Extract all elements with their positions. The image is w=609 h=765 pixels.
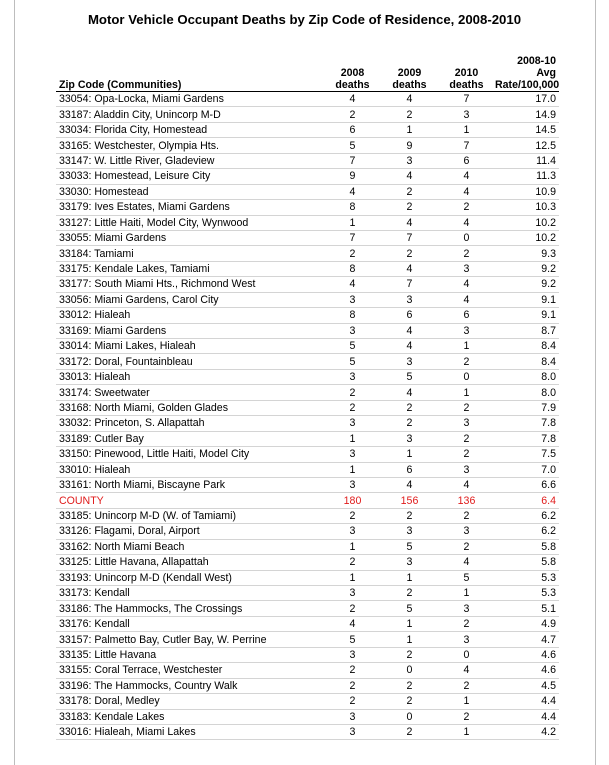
table-row — [56, 647, 559, 662]
cell-avg-rate: 10.3 — [495, 200, 559, 215]
cell-avg-rate: 10.2 — [495, 215, 559, 230]
cell-avg-rate: 5.8 — [495, 539, 559, 554]
column-header-line1: 2008-10 Avg — [517, 55, 556, 79]
cell-zip-community: 33135: Little Havana — [56, 647, 324, 662]
cell-avg-rate: 14.9 — [495, 107, 559, 122]
cell-deaths-2008: 2 — [324, 107, 381, 122]
cell-deaths-2010: 4 — [438, 169, 495, 184]
cell-avg-rate: 4.6 — [495, 663, 559, 678]
cell-deaths-2009: 4 — [381, 477, 438, 492]
page-title: Motor Vehicle Occupant Deaths by Zip Code of Residence, 2008-2010 — [87, 12, 522, 27]
cell-deaths-2009: 4 — [381, 215, 438, 230]
cell-deaths-2009: 1 — [381, 447, 438, 462]
cell-avg-rate: 8.0 — [495, 385, 559, 400]
cell-zip-community: 33054: Opa-Locka, Miami Gardens — [56, 92, 324, 107]
table-row — [56, 601, 559, 616]
cell-zip-community: 33030: Homestead — [56, 184, 324, 199]
cell-avg-rate: 4.4 — [495, 709, 559, 724]
table-header — [56, 55, 559, 92]
cell-deaths-2010: 3 — [438, 107, 495, 122]
cell-deaths-2009: 9 — [381, 138, 438, 153]
cell-avg-rate: 4.7 — [495, 632, 559, 647]
table-row — [56, 200, 559, 215]
cell-zip-community: 33196: The Hammocks, Country Walk — [56, 678, 324, 693]
cell-zip-community: 33186: The Hammocks, The Crossings — [56, 601, 324, 616]
cell-deaths-2008: 4 — [324, 184, 381, 199]
cell-zip-community: 33055: Miami Gardens — [56, 230, 324, 245]
cell-zip-community: 33013: Hialeah — [56, 369, 324, 384]
cell-deaths-2009: 6 — [381, 308, 438, 323]
cell-zip-community: 33150: Pinewood, Little Haiti, Model City — [56, 447, 324, 462]
cell-deaths-2008: 7 — [324, 230, 381, 245]
table-row — [56, 153, 559, 168]
table-row — [56, 339, 559, 354]
cell-deaths-2009: 3 — [381, 292, 438, 307]
cell-deaths-2010: 0 — [438, 647, 495, 662]
cell-deaths-2010: 4 — [438, 663, 495, 678]
cell-avg-rate: 9.1 — [495, 308, 559, 323]
cell-avg-rate: 5.3 — [495, 586, 559, 601]
cell-avg-rate: 6.2 — [495, 508, 559, 523]
cell-deaths-2010: 1 — [438, 385, 495, 400]
cell-deaths-2010: 136 — [438, 493, 495, 508]
cell-deaths-2009: 7 — [381, 277, 438, 292]
cell-avg-rate: 7.8 — [495, 416, 559, 431]
cell-deaths-2009: 2 — [381, 724, 438, 739]
cell-avg-rate: 14.5 — [495, 122, 559, 137]
cell-zip-community: 33173: Kendall — [56, 586, 324, 601]
cell-deaths-2008: 3 — [324, 586, 381, 601]
table-row — [56, 107, 559, 122]
cell-deaths-2008: 1 — [324, 431, 381, 446]
cell-deaths-2008: 5 — [324, 632, 381, 647]
cell-deaths-2008: 3 — [324, 524, 381, 539]
cell-zip-community: 33179: Ives Estates, Miami Gardens — [56, 200, 324, 215]
table-row — [56, 709, 559, 724]
cell-zip-community: 33183: Kendale Lakes — [56, 709, 324, 724]
cell-avg-rate: 10.2 — [495, 230, 559, 245]
cell-deaths-2008: 9 — [324, 169, 381, 184]
cell-deaths-2009: 2 — [381, 416, 438, 431]
table-row — [56, 369, 559, 384]
cell-zip-community: 33175: Kendale Lakes, Tamiami — [56, 261, 324, 276]
cell-deaths-2008: 8 — [324, 308, 381, 323]
cell-avg-rate: 6.4 — [495, 493, 559, 508]
table-row — [56, 230, 559, 245]
cell-deaths-2008: 2 — [324, 246, 381, 261]
column-header-line1: 2010 — [454, 67, 479, 79]
cell-avg-rate: 6.2 — [495, 524, 559, 539]
cell-avg-rate: 5.3 — [495, 570, 559, 585]
cell-zip-community: 33185: Unincorp M-D (W. of Tamiami) — [56, 508, 324, 523]
cell-avg-rate: 8.0 — [495, 369, 559, 384]
cell-deaths-2009: 4 — [381, 92, 438, 107]
cell-zip-community: COUNTY — [56, 493, 324, 508]
cell-zip-community: 33155: Coral Terrace, Westchester — [56, 663, 324, 678]
cell-zip-community: 33178: Doral, Medley — [56, 694, 324, 709]
cell-deaths-2009: 3 — [381, 431, 438, 446]
cell-deaths-2009: 2 — [381, 586, 438, 601]
cell-deaths-2009: 5 — [381, 601, 438, 616]
cell-zip-community: 33176: Kendall — [56, 616, 324, 631]
cell-deaths-2009: 5 — [381, 539, 438, 554]
table-row — [56, 400, 559, 415]
column-header-line2: Rate/100,000 — [495, 79, 560, 91]
cell-deaths-2009: 4 — [381, 323, 438, 338]
cell-deaths-2008: 5 — [324, 354, 381, 369]
cell-deaths-2009: 2 — [381, 246, 438, 261]
deaths-table — [56, 55, 559, 740]
cell-deaths-2009: 0 — [381, 709, 438, 724]
cell-deaths-2010: 3 — [438, 524, 495, 539]
cell-deaths-2009: 3 — [381, 153, 438, 168]
cell-deaths-2009: 2 — [381, 200, 438, 215]
cell-deaths-2010: 1 — [438, 724, 495, 739]
county-total-row — [56, 493, 559, 508]
cell-deaths-2010: 2 — [438, 246, 495, 261]
cell-zip-community: 33193: Unincorp M-D (Kendall West) — [56, 570, 324, 585]
column-header-zip — [56, 55, 324, 92]
cell-deaths-2008: 1 — [324, 570, 381, 585]
cell-zip-community: 33177: South Miami Hts., Richmond West — [56, 277, 324, 292]
cell-deaths-2010: 1 — [438, 694, 495, 709]
column-header-rate — [495, 55, 559, 92]
cell-deaths-2010: 4 — [438, 477, 495, 492]
cell-deaths-2010: 2 — [438, 616, 495, 631]
cell-deaths-2008: 1 — [324, 462, 381, 477]
cell-zip-community: 33016: Hialeah, Miami Lakes — [56, 724, 324, 739]
cell-deaths-2009: 2 — [381, 678, 438, 693]
cell-zip-community: 33147: W. Little River, Gladeview — [56, 153, 324, 168]
cell-deaths-2008: 3 — [324, 416, 381, 431]
cell-avg-rate: 7.9 — [495, 400, 559, 415]
cell-deaths-2008: 5 — [324, 339, 381, 354]
cell-deaths-2008: 4 — [324, 616, 381, 631]
page-border-right — [595, 0, 596, 765]
cell-zip-community: 33014: Miami Lakes, Hialeah — [56, 339, 324, 354]
cell-avg-rate: 9.3 — [495, 246, 559, 261]
cell-deaths-2010: 4 — [438, 292, 495, 307]
table-row — [56, 416, 559, 431]
table-row — [56, 447, 559, 462]
cell-zip-community: 33126: Flagami, Doral, Airport — [56, 524, 324, 539]
cell-zip-community: 33161: North Miami, Biscayne Park — [56, 477, 324, 492]
cell-zip-community: 33174: Sweetwater — [56, 385, 324, 400]
cell-deaths-2010: 1 — [438, 586, 495, 601]
cell-avg-rate: 9.2 — [495, 277, 559, 292]
cell-avg-rate: 17.0 — [495, 92, 559, 107]
cell-deaths-2008: 7 — [324, 153, 381, 168]
table-row — [56, 215, 559, 230]
cell-avg-rate: 11.3 — [495, 169, 559, 184]
cell-deaths-2008: 8 — [324, 200, 381, 215]
cell-zip-community: 33033: Homestead, Leisure City — [56, 169, 324, 184]
table-row — [56, 477, 559, 492]
table-row — [56, 570, 559, 585]
table-row — [56, 138, 559, 153]
cell-deaths-2008: 2 — [324, 601, 381, 616]
table-row — [56, 246, 559, 261]
cell-zip-community: 33169: Miami Gardens — [56, 323, 324, 338]
cell-deaths-2010: 6 — [438, 308, 495, 323]
cell-avg-rate: 4.4 — [495, 694, 559, 709]
cell-deaths-2009: 3 — [381, 354, 438, 369]
cell-zip-community: 33034: Florida City, Homestead — [56, 122, 324, 137]
cell-avg-rate: 8.4 — [495, 339, 559, 354]
cell-deaths-2008: 2 — [324, 385, 381, 400]
cell-deaths-2008: 5 — [324, 138, 381, 153]
table-row — [56, 632, 559, 647]
table-row — [56, 292, 559, 307]
cell-deaths-2008: 3 — [324, 447, 381, 462]
cell-zip-community: 33125: Little Havana, Allapattah — [56, 555, 324, 570]
cell-deaths-2010: 2 — [438, 447, 495, 462]
cell-avg-rate: 7.0 — [495, 462, 559, 477]
cell-deaths-2008: 2 — [324, 678, 381, 693]
cell-avg-rate: 9.2 — [495, 261, 559, 276]
cell-deaths-2010: 4 — [438, 184, 495, 199]
cell-deaths-2009: 4 — [381, 385, 438, 400]
cell-deaths-2010: 2 — [438, 678, 495, 693]
table-row — [56, 524, 559, 539]
cell-deaths-2010: 3 — [438, 416, 495, 431]
cell-deaths-2008: 2 — [324, 663, 381, 678]
table-row — [56, 277, 559, 292]
cell-deaths-2008: 2 — [324, 555, 381, 570]
cell-deaths-2010: 2 — [438, 508, 495, 523]
table-row — [56, 169, 559, 184]
cell-deaths-2009: 2 — [381, 400, 438, 415]
cell-deaths-2009: 4 — [381, 261, 438, 276]
table-row — [56, 555, 559, 570]
table-row — [56, 323, 559, 338]
cell-avg-rate: 12.5 — [495, 138, 559, 153]
table-row — [56, 586, 559, 601]
cell-zip-community: 33157: Palmetto Bay, Cutler Bay, W. Perrine — [56, 632, 324, 647]
column-header-2009 — [381, 55, 438, 92]
cell-deaths-2008: 4 — [324, 277, 381, 292]
cell-deaths-2010: 3 — [438, 323, 495, 338]
table-row — [56, 694, 559, 709]
column-header-line2: Zip Code (Communities) — [59, 79, 182, 91]
column-header-2008 — [324, 55, 381, 92]
cell-deaths-2008: 3 — [324, 647, 381, 662]
cell-deaths-2010: 2 — [438, 200, 495, 215]
cell-deaths-2008: 3 — [324, 724, 381, 739]
column-header-2010 — [438, 55, 495, 92]
cell-deaths-2010: 3 — [438, 601, 495, 616]
page-border-left — [14, 0, 15, 765]
cell-deaths-2010: 6 — [438, 153, 495, 168]
cell-zip-community: 33187: Aladdin City, Unincorp M-D — [56, 107, 324, 122]
table-row — [56, 261, 559, 276]
cell-deaths-2010: 3 — [438, 632, 495, 647]
column-header-line2: deaths — [449, 79, 484, 91]
cell-deaths-2009: 3 — [381, 524, 438, 539]
cell-deaths-2008: 3 — [324, 709, 381, 724]
cell-deaths-2010: 0 — [438, 369, 495, 384]
cell-avg-rate: 11.4 — [495, 153, 559, 168]
cell-deaths-2010: 1 — [438, 339, 495, 354]
cell-deaths-2010: 7 — [438, 138, 495, 153]
cell-deaths-2009: 2 — [381, 694, 438, 709]
cell-deaths-2009: 7 — [381, 230, 438, 245]
cell-avg-rate: 4.5 — [495, 678, 559, 693]
table-row — [56, 92, 559, 107]
cell-deaths-2010: 3 — [438, 261, 495, 276]
cell-avg-rate: 5.8 — [495, 555, 559, 570]
cell-avg-rate: 4.9 — [495, 616, 559, 631]
table-body — [56, 92, 559, 740]
table-row — [56, 678, 559, 693]
cell-deaths-2010: 2 — [438, 709, 495, 724]
table-row — [56, 122, 559, 137]
cell-zip-community: 33165: Westchester, Olympia Hts. — [56, 138, 324, 153]
table-row — [56, 724, 559, 739]
cell-avg-rate: 10.9 — [495, 184, 559, 199]
table-row — [56, 431, 559, 446]
cell-deaths-2009: 2 — [381, 647, 438, 662]
cell-deaths-2009: 2 — [381, 107, 438, 122]
column-header-line1: 2008 — [340, 67, 365, 79]
cell-deaths-2009: 1 — [381, 616, 438, 631]
column-header-line2: deaths — [392, 79, 427, 91]
cell-deaths-2009: 4 — [381, 169, 438, 184]
cell-avg-rate: 7.5 — [495, 447, 559, 462]
cell-deaths-2008: 4 — [324, 92, 381, 107]
cell-deaths-2009: 2 — [381, 184, 438, 199]
cell-deaths-2010: 4 — [438, 215, 495, 230]
header-row — [56, 55, 559, 92]
cell-deaths-2010: 2 — [438, 539, 495, 554]
cell-avg-rate: 9.1 — [495, 292, 559, 307]
cell-avg-rate: 7.8 — [495, 431, 559, 446]
cell-deaths-2009: 2 — [381, 508, 438, 523]
table-row — [56, 616, 559, 631]
cell-deaths-2010: 3 — [438, 462, 495, 477]
cell-deaths-2009: 0 — [381, 663, 438, 678]
cell-zip-community: 33127: Little Haiti, Model City, Wynwood — [56, 215, 324, 230]
cell-deaths-2010: 4 — [438, 555, 495, 570]
cell-avg-rate: 8.7 — [495, 323, 559, 338]
cell-zip-community: 33056: Miami Gardens, Carol City — [56, 292, 324, 307]
cell-deaths-2009: 5 — [381, 369, 438, 384]
column-header-line2: deaths — [335, 79, 370, 91]
cell-zip-community: 33010: Hialeah — [56, 462, 324, 477]
cell-deaths-2008: 180 — [324, 493, 381, 508]
cell-deaths-2009: 1 — [381, 570, 438, 585]
cell-deaths-2010: 0 — [438, 230, 495, 245]
table-row — [56, 462, 559, 477]
cell-deaths-2008: 2 — [324, 508, 381, 523]
cell-deaths-2010: 4 — [438, 277, 495, 292]
table-row — [56, 663, 559, 678]
cell-deaths-2010: 1 — [438, 122, 495, 137]
cell-zip-community: 33012: Hialeah — [56, 308, 324, 323]
cell-deaths-2008: 2 — [324, 400, 381, 415]
table-row — [56, 539, 559, 554]
cell-zip-community: 33189: Cutler Bay — [56, 431, 324, 446]
cell-deaths-2010: 2 — [438, 354, 495, 369]
cell-zip-community: 33162: North Miami Beach — [56, 539, 324, 554]
table-row — [56, 308, 559, 323]
cell-deaths-2008: 1 — [324, 215, 381, 230]
cell-deaths-2009: 6 — [381, 462, 438, 477]
cell-deaths-2008: 2 — [324, 694, 381, 709]
cell-deaths-2009: 156 — [381, 493, 438, 508]
cell-deaths-2008: 3 — [324, 477, 381, 492]
cell-deaths-2010: 5 — [438, 570, 495, 585]
table-row — [56, 354, 559, 369]
cell-zip-community: 33184: Tamiami — [56, 246, 324, 261]
cell-avg-rate: 4.2 — [495, 724, 559, 739]
table-row — [56, 385, 559, 400]
cell-deaths-2010: 2 — [438, 400, 495, 415]
cell-deaths-2008: 6 — [324, 122, 381, 137]
cell-deaths-2010: 7 — [438, 92, 495, 107]
cell-deaths-2009: 1 — [381, 122, 438, 137]
cell-deaths-2009: 1 — [381, 632, 438, 647]
cell-deaths-2008: 3 — [324, 292, 381, 307]
cell-zip-community: 33032: Princeton, S. Allapattah — [56, 416, 324, 431]
column-header-line1: 2009 — [397, 67, 422, 79]
table-row — [56, 508, 559, 523]
cell-avg-rate: 6.6 — [495, 477, 559, 492]
cell-zip-community: 33172: Doral, Fountainbleau — [56, 354, 324, 369]
cell-avg-rate: 4.6 — [495, 647, 559, 662]
cell-deaths-2009: 4 — [381, 339, 438, 354]
cell-avg-rate: 5.1 — [495, 601, 559, 616]
cell-deaths-2008: 1 — [324, 539, 381, 554]
cell-deaths-2008: 3 — [324, 369, 381, 384]
table-row — [56, 184, 559, 199]
cell-deaths-2010: 2 — [438, 431, 495, 446]
cell-deaths-2008: 3 — [324, 323, 381, 338]
cell-avg-rate: 8.4 — [495, 354, 559, 369]
cell-zip-community: 33168: North Miami, Golden Glades — [56, 400, 324, 415]
cell-deaths-2009: 3 — [381, 555, 438, 570]
cell-deaths-2008: 8 — [324, 261, 381, 276]
